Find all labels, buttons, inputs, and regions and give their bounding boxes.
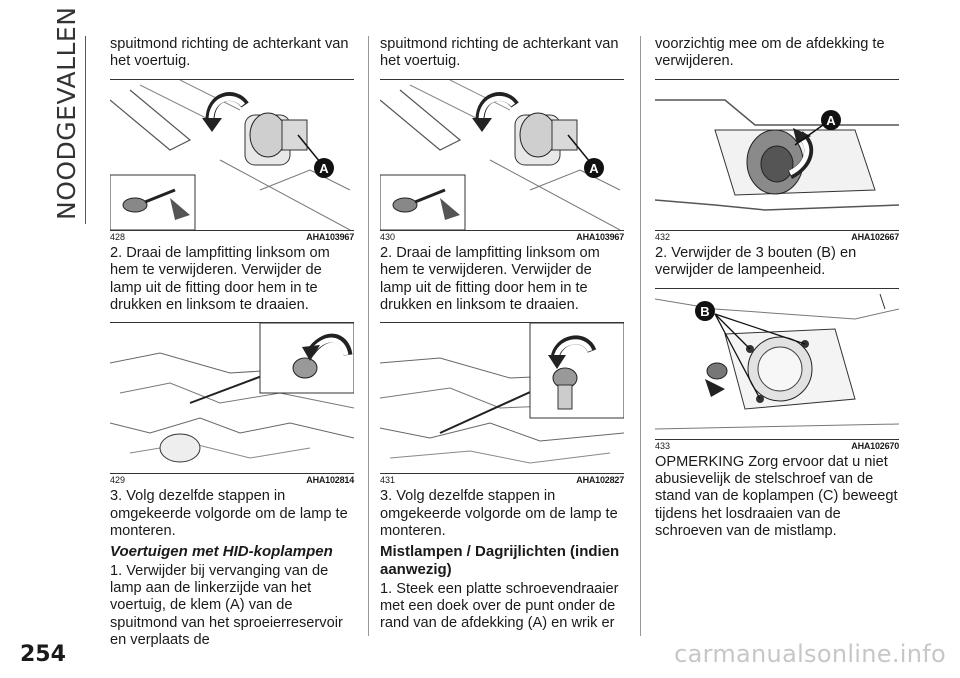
intro-text: voorzichtig mee om de afdekking te verwijderen. (655, 36, 885, 70)
figure-433 (655, 288, 899, 440)
svg-text:A: A (826, 112, 836, 128)
figure-number: 429 (110, 475, 126, 486)
column-1 (110, 36, 354, 650)
engine-bay-illustration (380, 323, 624, 473)
figure-number: 432 (655, 231, 671, 242)
section-title: NOODGEVALLEN (52, 6, 81, 220)
figure-code: AHA102670 (851, 440, 899, 451)
bulb-holder-illustration (380, 80, 624, 230)
figure-number: 430 (380, 231, 396, 242)
engine-bay-illustration (110, 323, 354, 473)
step-text: 3. Volg dezelfde stappen in omgekeerde volgorde om de lamp te monteren. (380, 488, 618, 540)
page-number: 254 (20, 642, 66, 667)
section-heading: Mistlampen / Dagrijlichten (indien aanwezig) (380, 542, 620, 578)
note-text: OPMERKING Zorg ervoor dat u niet abusievelijk de stelschroef van de stand van de koplampen (C) beweegt tijdens het losdraaien van de schroeven van de mistlamp. (655, 453, 898, 540)
intro-text: spuitmond richting de achterkant van het voertuig. (110, 36, 349, 70)
figure-code: AHA102667 (851, 231, 899, 242)
step-text: 2. Draai de lampfitting linksom om hem te verwijderen. Verwijder de lamp uit de fitting door hem in te drukken en linksom te draaien. (380, 244, 600, 314)
step-text: 2. Verwijder de 3 bouten (B) en verwijder de lampeenheid. (655, 244, 857, 279)
step-text: 1. Steek een platte schroevendraaier met een doek over de punt onder de rand van de afdekking (A) en wrik er (380, 580, 619, 632)
step-text: 1. Verwijder bij vervanging van de lamp aan de linkerzijde van het voertuig, de klem (A) van de spuitmond van het sproeierreservoir en verplaats de (110, 562, 343, 649)
figure-code: AHA103967 (306, 231, 354, 242)
figure-caption (655, 440, 899, 454)
section-rule (85, 36, 86, 224)
figure-code: AHA102827 (576, 475, 624, 486)
figure-code: AHA102814 (306, 475, 354, 486)
figure-caption (110, 474, 354, 488)
figure-code: AHA103967 (576, 231, 624, 242)
figure-number: 431 (380, 475, 396, 486)
figure-432 (655, 79, 899, 231)
column-2 (380, 36, 624, 633)
svg-text:A: A (319, 160, 329, 176)
fog-lamp-cover-illustration (655, 80, 899, 230)
svg-text:B: B (700, 303, 710, 319)
intro-text: spuitmond richting de achterkant van het voertuig. (380, 36, 619, 70)
figure-caption (380, 474, 624, 488)
figure-428 (110, 79, 354, 231)
column-3 (655, 36, 899, 541)
section-heading: Voertuigen met HID-koplampen (110, 542, 333, 560)
fog-lamp-unit-illustration (655, 289, 899, 439)
step-text: 2. Draai de lampfitting linksom om hem te verwijderen. Verwijder de lamp uit de fitting door hem in te drukken en linksom te draaien. (110, 244, 330, 314)
figure-caption (110, 231, 354, 245)
figure-caption (655, 231, 899, 245)
figure-431 (380, 322, 624, 474)
figure-430 (380, 79, 624, 231)
svg-text:A: A (589, 160, 599, 176)
figure-number: 428 (110, 231, 126, 242)
figure-429 (110, 322, 354, 474)
step-text: 3. Volg dezelfde stappen in omgekeerde volgorde om de lamp te monteren. (110, 488, 348, 540)
figure-caption (380, 231, 624, 245)
figure-number: 433 (655, 440, 671, 451)
column-divider (640, 36, 641, 636)
watermark: carmanualsonline.info (674, 640, 946, 668)
column-divider (368, 36, 369, 636)
bulb-holder-illustration (110, 80, 354, 230)
